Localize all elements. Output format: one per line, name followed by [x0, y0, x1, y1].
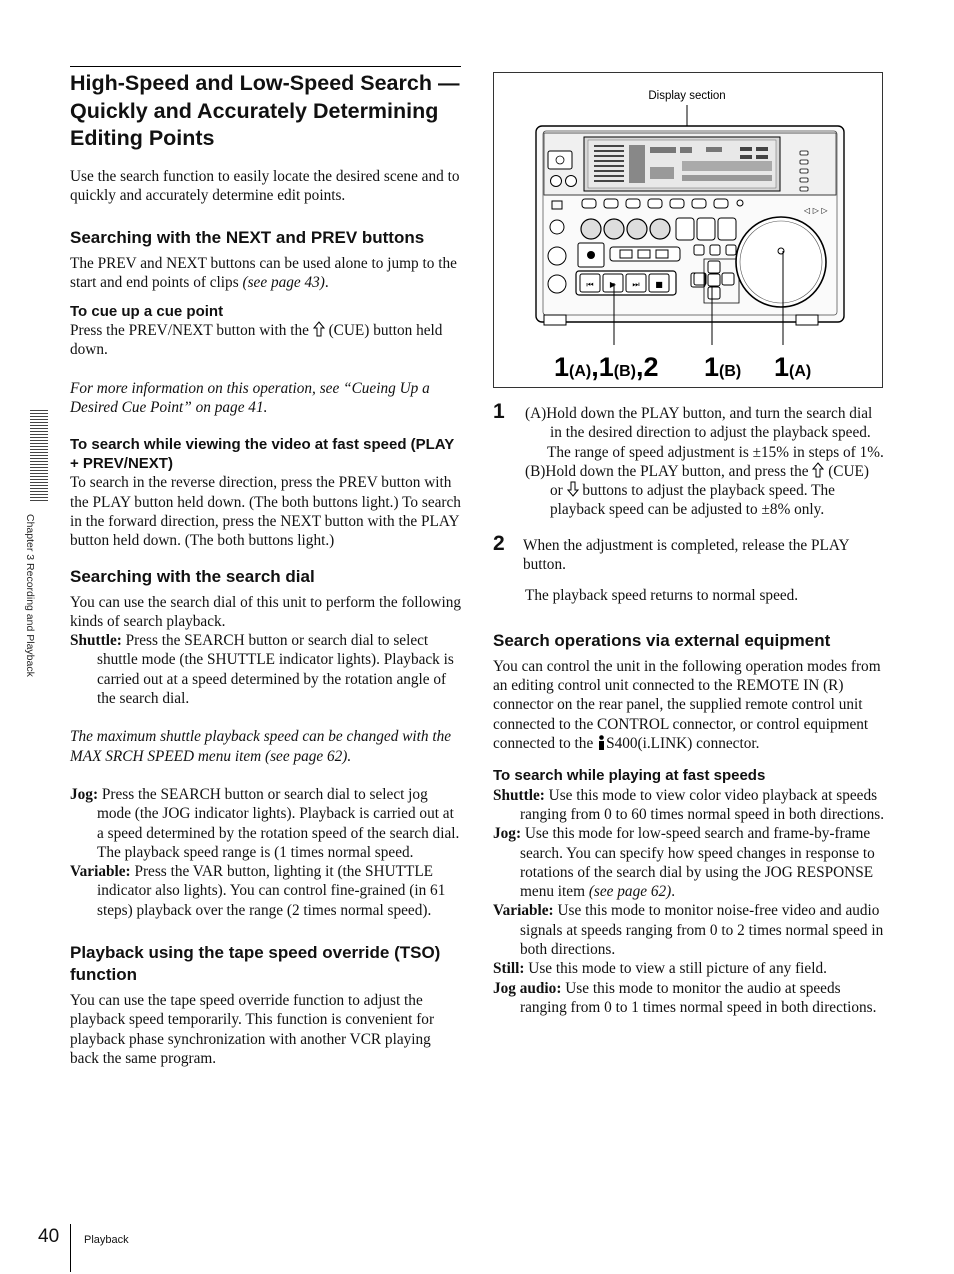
external-paragraph: You can control the unit in the following operation modes from an editing control unit connected to the REMOTE IN (R) connector on the rear panel, the supplied remote control unit connected to the CONTROL connector, or control equipment connected to the S400(i.LINK) connector.: [493, 657, 881, 752]
search-dial: [736, 217, 826, 307]
step-1a-text: (A)Hold down the PLAY button, and turn the search dial in the desired direction to adjust the playback speed.: [525, 405, 873, 442]
display-section-label: Display section: [648, 90, 726, 102]
svg-text:◁ ▷ ▷: ◁ ▷ ▷: [804, 206, 828, 215]
mode-jog-audio: Jog audio: Use this mode to monitor the audio at speeds ranging from 0 to 1 times normal speed in both directions.: [493, 979, 877, 1016]
footer-section-label: Playback: [84, 1234, 129, 1246]
section-heading-next-prev: Searching with the NEXT and PREV buttons: [70, 228, 425, 248]
left-column: [70, 66, 462, 1068]
intro-paragraph: Use the search function to easily locate the desired scene and to quickly and accurately determine edit points.: [70, 167, 460, 204]
next-prev-paragraph: The PREV and NEXT buttons can be used alone to jump to the start and end points of clips (see page 43).: [70, 255, 457, 292]
step-1-number: 1: [493, 400, 505, 423]
page-number: 40: [38, 1226, 60, 1247]
section-heading-tso: Playback using the tape speed override (TSO) function: [70, 943, 441, 985]
step-2-number: 2: [493, 531, 505, 555]
mode-shuttle: Shuttle: Use this mode to view color video playback at speeds ranging from 0 to 60 times normal speed in both directions.: [493, 786, 885, 823]
max-speed-note: The maximum shuttle playback speed can be changed with the MAX SRCH SPEED menu item (see page 62).: [70, 728, 452, 765]
mode-variable: Variable: Use this mode to monitor noise-free video and audio signals at speeds ranging from 0 to 2 times normal speed in both directions.: [493, 902, 884, 959]
shuttle-definition: Shuttle: Press the SEARCH button or search dial to select shuttle mode (the SHUTTLE indicator lights). Playback is carried out at a speed determined by the rotation angle of the search dial.: [70, 632, 454, 708]
down-arrow-icon: [567, 481, 579, 497]
step-1b-text: (B)Hold down the PLAY button, and press the (CUE) or buttons to adjust the playback speed. The playback speed can be adjusted to ±8% only.: [525, 462, 869, 519]
step-2-result: The playback speed returns to normal speed.: [525, 587, 799, 605]
front-panel-illustration: [494, 73, 882, 387]
dial-intro: You can use the search dial of this unit to perform the following kinds of search playback.: [70, 593, 461, 630]
mode-still: Still: Use this mode to view a still picture of any field.: [493, 960, 827, 978]
mode-jog: Jog: Use this mode for low-speed search and frame-by-frame search. You can specify how speed changes in response to rotations of the search dial by using the JOG RESPONSE menu item (see page 62).: [493, 825, 875, 901]
section-heading-search-dial: Searching with the search dial: [70, 566, 315, 586]
page-title: High-Speed and Low-Speed Search —Quickly and Accurately Determining Editing Points: [70, 71, 460, 150]
jog-definition: Jog: Press the SEARCH button or search dial to select jog mode (the JOG indicator lights). Playback is carried out at a speed determined by the rotation speed of the search dial. The playback speed range is (1 times normal speed.: [70, 785, 460, 861]
fast-search-paragraph: To search in the reverse direction, press the PREV button with the PLAY button held down. (The both buttons light.) To search in the forward direction, press the NEXT button with the PLAY button held down. (The both buttons light.): [70, 474, 461, 550]
svg-text:▶: ▶: [609, 280, 617, 289]
front-panel-figure: [493, 72, 883, 388]
right-column: [493, 400, 885, 1017]
title-rule: [70, 66, 461, 67]
subheading-fast-search: To search while viewing the video at fast speed (PLAY + PREV/NEXT): [70, 436, 455, 472]
step-2-text: When the adjustment is completed, release the PLAY button.: [523, 536, 849, 574]
chapter-side-label: Chapter 3 Recording and Playback: [24, 514, 36, 677]
step-1a-range: The range of speed adjustment is ±15% in steps of 1%.: [547, 443, 884, 461]
cue-up-arrow-icon: [812, 462, 824, 478]
svg-text:■: ■: [655, 280, 663, 289]
variable-definition: Variable: Press the VAR button, lighting it (the SHUTTLE indicator also lights). You can control fine-grained (in 61 steps) playback over the range (2 times normal speed).: [70, 863, 446, 919]
footer-divider: [70, 1224, 71, 1272]
cue-note: For more information on this operation, see “Cueing Up a Desired Cue Point” on page 41.: [70, 379, 430, 417]
chapter-tab-marker: [30, 410, 48, 502]
subheading-cue-point: To cue up a cue point: [70, 302, 224, 320]
callout-steps-1a-1b-2: 1(A),1(B),2: [554, 352, 659, 382]
power-button: [548, 151, 572, 169]
subheading-fast-speeds: To search while playing at fast speeds: [493, 767, 766, 785]
svg-text:⏮: ⏮: [586, 280, 594, 289]
callout-step-1b: 1(B): [704, 352, 742, 382]
tso-paragraph: You can use the tape speed override function to adjust the playback speed temporarily. This function is convenient for playback phase synchronization with another VCR playing back the same program.: [70, 992, 435, 1067]
svg-text:⏭: ⏭: [632, 280, 640, 289]
cue-paragraph: Press the PREV/NEXT button with the (CUE) button held down.: [70, 322, 443, 359]
section-heading-external: Search operations via external equipment: [493, 630, 831, 650]
ilink-icon: [597, 735, 606, 750]
callout-step-1a: 1(A): [774, 352, 812, 382]
cue-up-arrow-icon: [313, 321, 325, 337]
